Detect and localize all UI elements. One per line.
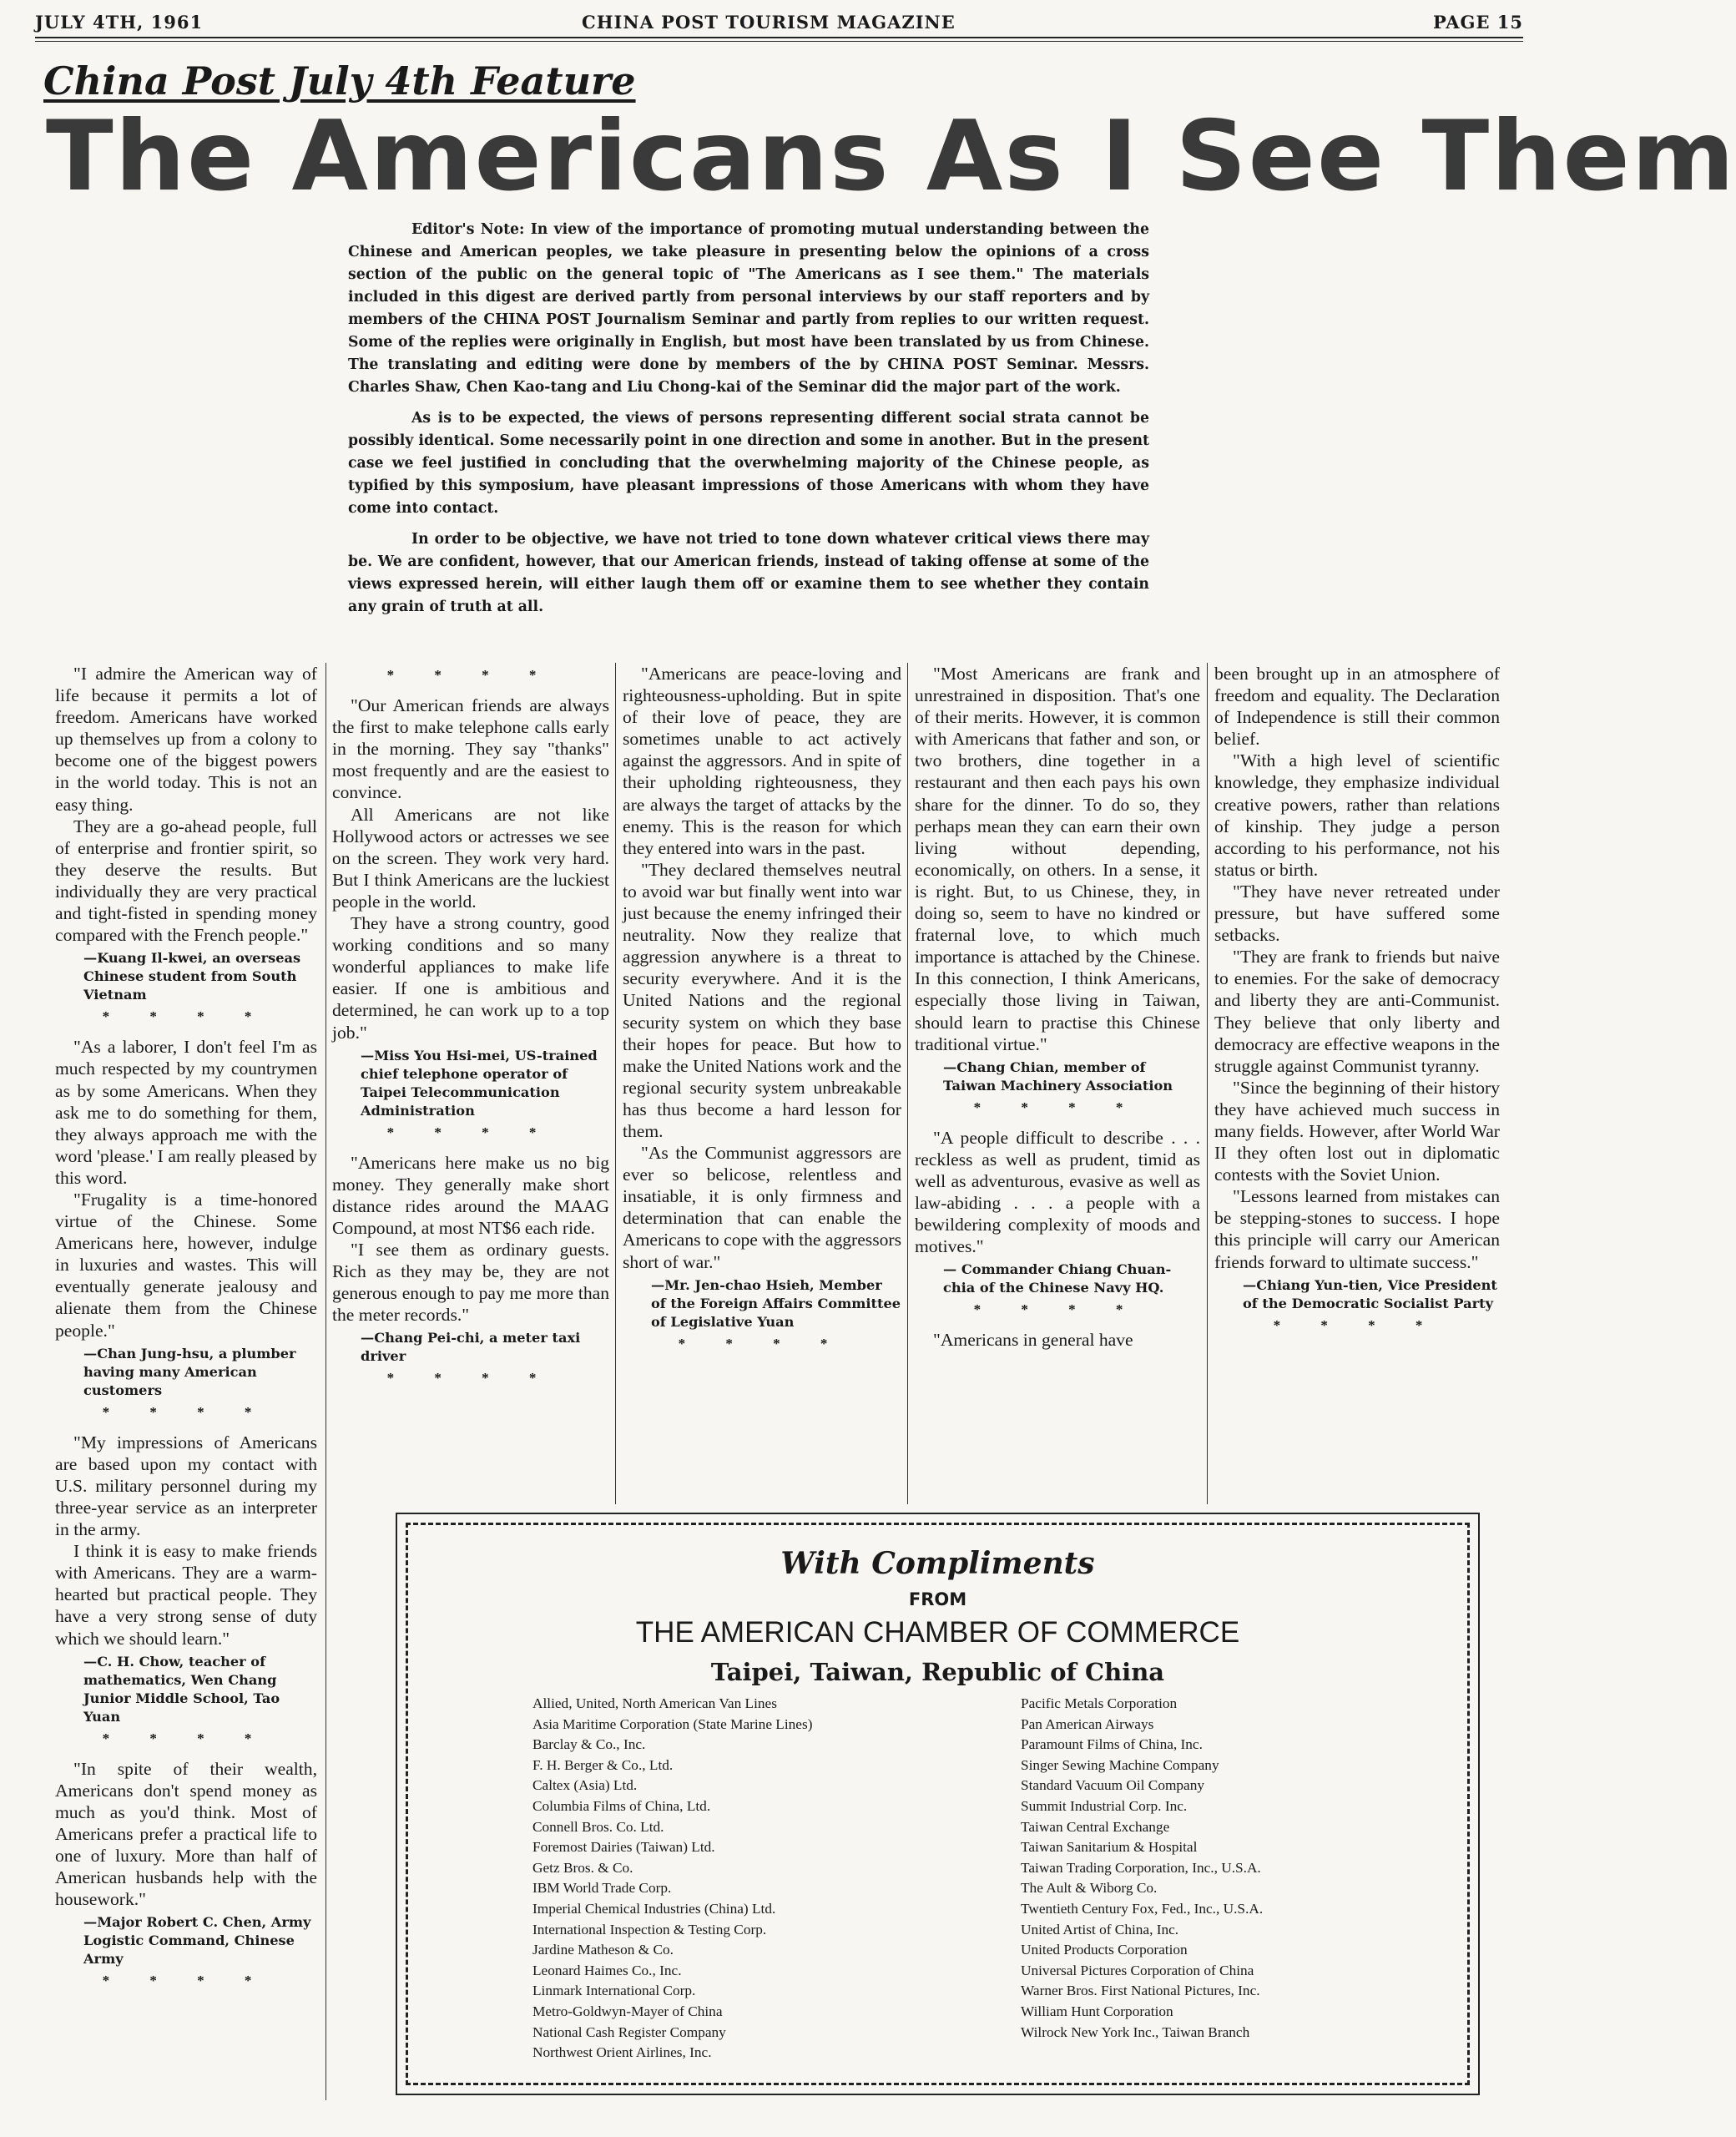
editor-note-paragraph: Editor's Note: In view of the importance of promoting mutual understanding between the Chinese and American peoples, we take pleasure in presenting below the opinions of a cross section of the public on the general topic of "The Americans as I see them." The materials included in this digest are derived partly from personal interviews by our staff reporters and by members of the CHINA POST Journalism Seminar and partly from replies to our written request. Some of the replies were originally in English, but most have been translated by us from Chinese. The translating and editing were done by members of the by CHINA POST Seminar. Messrs. Charles Shaw, Chen Kao-tang and Liu Chong-kai of the Seminar did the major part of the work. bbox=[348, 221, 1149, 396]
ad-member-company: William Hunt Corporation bbox=[1021, 2003, 1173, 2019]
ad-member-list-left bbox=[532, 1694, 812, 2064]
quote-paragraph: They are a go-ahead people, full of enterprise and frontier spirit, so they deserve the results. But individually they are very practical and tight-fisted in spending money compared with the French people." bbox=[55, 816, 317, 946]
quote-paragraph: "Our American friends are always the first to make telephone calls early in the morning. They say "thanks" most frequently and are the easiest to convince. bbox=[332, 695, 609, 803]
separator-stars: * * * * bbox=[1273, 1316, 1441, 1333]
publication-name: CHINA POST TOURISM MAGAZINE bbox=[582, 12, 956, 33]
quote-paragraph: "Lessons learned from mistakes can be stepping-stones to success. I hope this principle will carry our American friends forward to ultimate success." bbox=[1214, 1186, 1500, 1272]
ad-member-company: Northwest Orient Airlines, Inc. bbox=[532, 2044, 712, 2061]
ad-member-company: F. H. Berger & Co., Ltd. bbox=[532, 1756, 674, 1773]
ad-member-company: Universal Pictures Corporation of China bbox=[1021, 1962, 1254, 1978]
column-divider bbox=[615, 663, 616, 1504]
ad-member-company: Barclay & Co., Inc. bbox=[532, 1736, 646, 1753]
page-number: PAGE 15 bbox=[1432, 12, 1523, 33]
ad-member-company: National Cash Register Company bbox=[532, 2023, 726, 2040]
ad-member-company: United Artist of China, Inc. bbox=[1021, 1921, 1179, 1937]
quote-paragraph: "In spite of their wealth, Americans don't spend money as much as you'd think. Most of Americans prefer a practical life to one of luxury. More than half of American husbands help with the housework." bbox=[55, 1758, 317, 1910]
separator-stars: * * * * bbox=[973, 1301, 1142, 1318]
article-column-3 bbox=[623, 663, 901, 1363]
ad-member-company: Taiwan Sanitarium & Hospital bbox=[1021, 1839, 1198, 1856]
column-divider bbox=[907, 663, 908, 1504]
ad-member-company: Allied, United, North American Van Lines bbox=[532, 1695, 777, 1711]
ad-member-company: Foremost Dairies (Taiwan) Ltd. bbox=[532, 1839, 715, 1856]
quote-attribution: —Major Robert C. Chen, Army Logistic Command, Chinese Army bbox=[83, 1914, 311, 1968]
quote-paragraph: "Most Americans are frank and unrestrained in disposition. That's one of their merits. However, it is common with Americans that father and son, or two brothers, dine together in a restaurant and then each pays his own share for the dinner. To do so, they perhaps mean they can earn their own living without depending, economically, on others. In a sense, it is right. But, to us Chinese, they, in doing so, seem to have no kindred or fraternal love, to which much importance is attached by the Chinese. In this connection, I think Americans, especially those living in Taiwan, should learn to practise this Chinese traditional virtue." bbox=[915, 664, 1200, 1054]
quote-paragraph: All Americans are not like Hollywood actors or actresses we see on the screen. They work very hard. But I think Americans are the luckiest people in the world. bbox=[332, 804, 609, 912]
quote-paragraph: "Americans are peace-loving and righteousness-upholding. But in spite of their love of peace, they are sometimes unable to act actively against the aggressors. And in spite of their upholding righteousness, they are always the target of attacks by the enemy. This is the reason for which they entered into wars in the past. bbox=[623, 664, 901, 858]
separator-stars: * * * * bbox=[386, 1370, 555, 1387]
ad-member-company: Summit Industrial Corp. Inc. bbox=[1021, 1797, 1188, 1814]
separator-stars: * * * * bbox=[678, 1335, 846, 1351]
ad-member-company: Taiwan Trading Corporation, Inc., U.S.A. bbox=[1021, 1859, 1261, 1876]
editor-note bbox=[348, 219, 1149, 627]
quote-attribution: —Miss You Hsi-mei, US-trained chief telephone operator of Taipei Telecommunication Administration bbox=[361, 1047, 598, 1119]
separator-stars: * * * * bbox=[386, 667, 555, 683]
quote-paragraph: "Americans in general have bbox=[933, 1330, 1133, 1351]
ad-member-company: Getz Bros. & Co. bbox=[532, 1859, 633, 1876]
quote-attribution: —Chiang Yun-tien, Vice President of the Democratic Socialist Party bbox=[1243, 1276, 1497, 1311]
quote-paragraph: "They declared themselves neutral to avoid war but finally went into war just because the enemy infringed their neutrality. Now they realize that aggression anywhere is a threat to security everywhere. And it is the United Nations and the regional security system on which they base their hopes for peace. But how to make the United Nations work and the regional security system unbreakable has thus become a hard lesson for them. bbox=[623, 859, 901, 1141]
quote-paragraph: "Americans here make us no big money. They generally make short distance rides around the MAAG Compound, at most NT$6 each ride. bbox=[332, 1152, 609, 1238]
header-rule-thin bbox=[35, 41, 1523, 42]
page-header bbox=[35, 7, 1523, 35]
ad-member-company: Jardine Matheson & Co. bbox=[532, 1942, 674, 1958]
ad-member-company: Columbia Films of China, Ltd. bbox=[532, 1797, 711, 1814]
ad-member-company: Asia Maritime Corporation (State Marine Lines) bbox=[532, 1715, 813, 1732]
quote-paragraph: They have a strong country, good working conditions and so many wonderful appliances to make life easier. If one is ambitious and determined, he can work up to a top job." bbox=[332, 913, 609, 1043]
ad-member-company: International Inspection & Testing Corp. bbox=[532, 1921, 767, 1937]
quote-attribution: —Chang Pei-chi, a meter taxi driver bbox=[361, 1330, 581, 1365]
quote-attribution: —Chang Chian, member of Taiwan Machinery Association bbox=[943, 1058, 1173, 1094]
ad-member-company: Warner Bros. First National Pictures, Inc. bbox=[1021, 1983, 1260, 1999]
chamber-of-commerce-ad bbox=[396, 1513, 1480, 2095]
ad-member-company: The Ault & Wiborg Co. bbox=[1021, 1880, 1158, 1897]
quote-paragraph: "I see them as ordinary guests. Rich as they may be, they are not generous enough to pay me more than the meter records." bbox=[332, 1240, 609, 1326]
article-column-1 bbox=[55, 663, 317, 2001]
quote-paragraph: "My impressions of Americans are based upon my contact with U.S. military personnel during my three-year service as an interpreter in the army. bbox=[55, 1432, 317, 1540]
ad-member-company: United Products Corporation bbox=[1021, 1942, 1188, 1958]
editor-note-paragraph: In order to be objective, we have not tried to tone down whatever critical views there may be. We are confident, however, that our American friends, instead of taking offense at some of the views expressed herein, will either laugh them off or examine them to see whether they contain any grain of truth at all. bbox=[348, 531, 1149, 615]
quote-attribution: —C. H. Chow, teacher of mathematics, Wen Chang Junior Middle School, Tao Yuan bbox=[83, 1653, 280, 1725]
ad-member-company: Singer Sewing Machine Company bbox=[1021, 1756, 1219, 1773]
quote-paragraph: I think it is easy to make friends with Americans. They are a warm-hearted but practical people. They have a very strong sense of duty which we should learn." bbox=[55, 1541, 317, 1649]
separator-stars: * * * * bbox=[386, 1124, 555, 1140]
quote-paragraph: "I admire the American way of life because it permits a lot of freedom. Americans have worked up themselves up from a colony to become one of the biggest powers in the world today. This is not an easy thing. bbox=[55, 664, 317, 815]
ad-member-company: Paramount Films of China, Inc. bbox=[1021, 1736, 1203, 1753]
separator-stars: * * * * bbox=[102, 1730, 270, 1746]
ad-member-company: Pacific Metals Corporation bbox=[1021, 1695, 1178, 1711]
quote-attribution: — Commander Chiang Chuan-chia of the Chinese Navy HQ. bbox=[943, 1261, 1172, 1296]
issue-date: JULY 4TH, 1961 bbox=[35, 12, 204, 33]
ad-member-company: Leonard Haimes Co., Inc. bbox=[532, 1962, 682, 1978]
ad-member-company: Taiwan Central Exchange bbox=[1021, 1818, 1170, 1835]
quote-attribution: —Kuang Il-kwei, an overseas Chinese student from South Vietnam bbox=[83, 950, 301, 1003]
ad-member-company: Metro-Goldwyn-Mayer of China bbox=[532, 2003, 723, 2019]
ad-compliments: With Compliments bbox=[780, 1546, 1095, 1581]
ad-member-company: Linmark International Corp. bbox=[532, 1983, 696, 1999]
quote-paragraph: "They have never retreated under pressure, but have suffered some setbacks. bbox=[1214, 881, 1500, 946]
quote-paragraph: "They are frank to friends but naive to enemies. For the sake of democracy and liberty they are anti-Communist. They believe that only liberty and democracy are effective weapons in the struggle against Communist tyranny. bbox=[1214, 947, 1500, 1076]
article-column-4 bbox=[915, 663, 1200, 1351]
separator-stars: * * * * bbox=[102, 1008, 270, 1025]
ad-member-company: Standard Vacuum Oil Company bbox=[1021, 1777, 1204, 1794]
quote-paragraph: been brought up in an atmosphere of freedom and equality. The Declaration of Independence is still their common belief. bbox=[1214, 664, 1500, 750]
quote-paragraph: "A people difficult to describe . . . reckless as well as prudent, timid as well as adventurous, evasive as well as law-abiding . . . a people with a bewildering complexity of moods and motives." bbox=[915, 1127, 1200, 1257]
ad-member-company: Connell Bros. Co. Ltd. bbox=[532, 1818, 664, 1835]
ad-organization: THE AMERICAN CHAMBER OF COMMERCE bbox=[635, 1616, 1240, 1649]
quote-attribution: —Chan Jung-hsu, a plumber having many American customers bbox=[83, 1345, 296, 1398]
ad-member-list-right bbox=[1021, 1694, 1263, 2043]
feature-label: China Post July 4th Feature bbox=[43, 58, 636, 104]
ad-member-company: Caltex (Asia) Ltd. bbox=[532, 1777, 638, 1794]
article-column-5 bbox=[1214, 663, 1500, 1345]
separator-stars: * * * * bbox=[102, 1973, 270, 1989]
ad-member-company: Wilrock New York Inc., Taiwan Branch bbox=[1021, 2023, 1250, 2040]
ad-member-company: Imperial Chemical Industries (China) Ltd. bbox=[532, 1900, 776, 1917]
quote-paragraph: "With a high level of scientific knowledge, they emphasize individual creative powers, rather than relations of kinship. They judge a person according to his performance, not his status or birth. bbox=[1214, 750, 1500, 880]
column-divider bbox=[1207, 663, 1208, 1504]
ad-from: FROM bbox=[908, 1589, 967, 1609]
quote-paragraph: "Since the beginning of their history they have achieved much success in many fields. However, after World War II they often lost out in diplomatic contests with the Soviet Union. bbox=[1214, 1077, 1500, 1185]
ad-location: Taipei, Taiwan, Republic of China bbox=[710, 1658, 1165, 1686]
ad-member-company: Twentieth Century Fox, Fed., Inc., U.S.A. bbox=[1021, 1900, 1264, 1917]
editor-note-paragraph: As is to be expected, the views of persons representing different social strata cannot be possibly identical. Some necessarily point in one direction and some in another. But in the present case we feel justified in concluding that the overwhelming majority of the Chinese people, as typified by this symposium, have pleasant impressions of those Americans with whom they have come into contact. bbox=[348, 410, 1149, 517]
quote-paragraph: "As a laborer, I don't feel I'm as much respected by my countrymen as by some Americans. When they ask me to do something for them, they always approach me with the word 'please.' I am really pleased by this word. bbox=[55, 1037, 317, 1188]
separator-stars: * * * * bbox=[102, 1403, 270, 1420]
headline: The Americans As I See Them bbox=[46, 100, 1736, 213]
quote-paragraph: "As the Communist aggressors are ever so belicose, relentless and insatiable, it is only firmness and determination that can enable the Americans to cope with the aggressors short of war." bbox=[623, 1143, 902, 1272]
ad-member-company: Pan American Airways bbox=[1021, 1715, 1154, 1732]
quote-attribution: —Mr. Jen-chao Hsieh, Member of the Foreign Affairs Committee of Legislative Yuan bbox=[651, 1276, 901, 1330]
ad-member-company: IBM World Trade Corp. bbox=[532, 1880, 672, 1897]
article-column-2 bbox=[332, 663, 609, 1398]
header-rule bbox=[35, 37, 1523, 38]
separator-stars: * * * * bbox=[973, 1099, 1142, 1115]
quote-paragraph: "Frugality is a time-honored virtue of the Chinese. Some Americans here, however, indulge in luxuries and wastes. This will eventually generate jealousy and alienate them from the Chinese people." bbox=[55, 1189, 317, 1341]
